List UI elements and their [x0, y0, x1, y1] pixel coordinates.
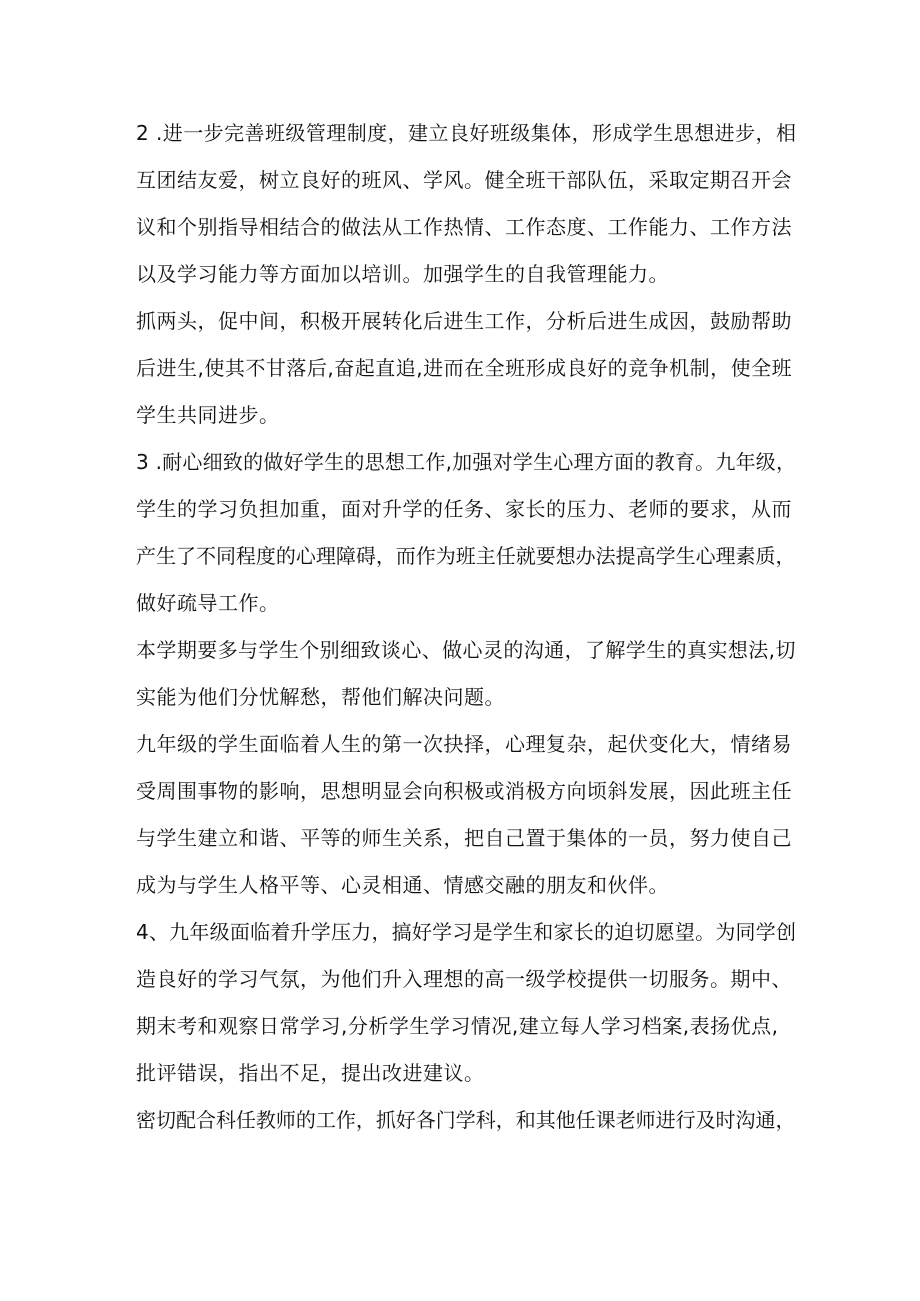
text-line: 密切配合科任教师的工作，抓好各门学科，和其他任课老师进行及时沟通，: [136, 1108, 796, 1132]
paragraph-3-ideological-work: [136, 439, 796, 627]
text-line: 成为与学生人格平等、心灵相通、情感交融的朋友和伙伴。: [136, 873, 669, 897]
text-line: 期末考和观察日常学习,分析学生学习情况,建立每人学习档案,表扬优点,: [136, 1014, 779, 1038]
text-line: 本学期要多与学生个别细致谈心、做心灵的沟通，了解学生的真实想法,切: [136, 638, 796, 662]
text-line: 批评错误，指出不足，提出改进建议。: [136, 1061, 485, 1085]
paragraph-4-study-pressure: [136, 909, 796, 1097]
text-line: 抓两头，促中间，积极开展转化后进生工作，分析后进生成因，鼓励帮助: [136, 309, 792, 333]
text-line: 后进生,使其不甘落后,奋起直追,进而在全班形成良好的竞争机制，使全班: [136, 356, 793, 380]
text-line: 九年级的学生面临着人生的第一次抉择，心理复杂，起伏变化大，情绪易: [136, 732, 792, 756]
paragraph-2-class-management: [136, 110, 796, 298]
document-body: [136, 110, 796, 1144]
text-line: 议和个别指导相结合的做法从工作热情、工作态度、工作能力、工作方法: [136, 215, 792, 239]
text-line: 2 .进一步完善班级管理制度，建立良好班级集体，形成学生思想进步，相: [136, 121, 797, 145]
text-line: 3 .耐心细致的做好学生的思想工作,加强对学生心理方面的教育。九年级，: [136, 450, 797, 474]
text-line: 产生了不同程度的心理障碍，而作为班主任就要想办法提高学生心理素质，: [136, 544, 796, 568]
text-line: 做好疏导工作。: [136, 591, 280, 615]
paragraph-backward-students: [136, 298, 796, 439]
text-line: 受周围事物的影响，思想明显会向积极或消极方向顷斜发展，因此班主任: [136, 779, 792, 803]
text-line: 造良好的学习气氛，为他们升入理想的高一级学校提供一切服务。期中、: [136, 967, 792, 991]
text-line: 与学生建立和谐、平等的师生关系，把自己置于集体的一员，努力使自己: [136, 826, 792, 850]
paragraph-individual-talks: [136, 627, 796, 721]
paragraph-teacher-cooperation: [136, 1097, 796, 1144]
text-line: 互团结友爱，树立良好的班风、学风。健全班干部队伍，采取定期召开会: [136, 168, 792, 192]
text-line: 以及学习能力等方面加以培训。加强学生的自我管理能力。: [136, 262, 669, 286]
text-line: 学生的学习负担加重，面对升学的任务、家长的压力、老师的要求，从而: [136, 497, 792, 521]
text-line: 4、九年级面临着升学压力，搞好学习是学生和家长的迫切愿望。为同学创: [136, 920, 797, 944]
text-line: 学生共同进步。: [136, 403, 280, 427]
text-line: 实能为他们分忧解愁，帮他们解决问题。: [136, 685, 505, 709]
paragraph-ninth-grade-choices: [136, 721, 796, 909]
